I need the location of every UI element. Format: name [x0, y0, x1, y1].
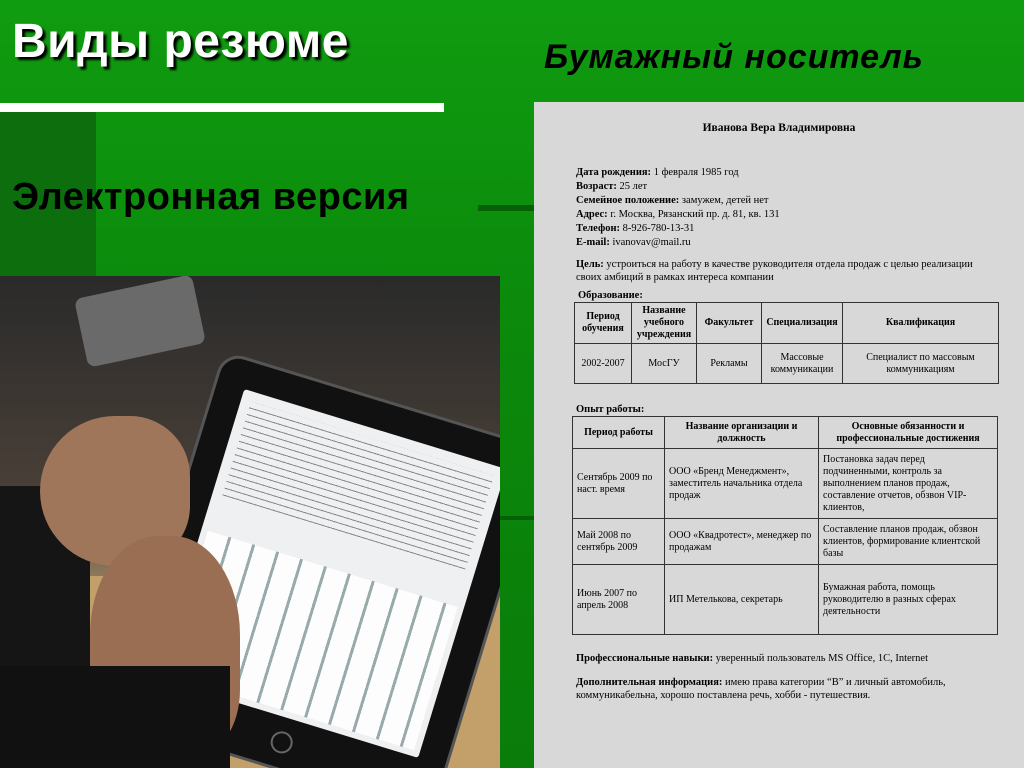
education-heading: Образование:	[578, 290, 643, 301]
table-cell: Рекламы	[697, 344, 762, 384]
table-cell: Июнь 2007 по апрель 2008	[573, 565, 665, 635]
info-row: Адрес: г. Москва, Рязанский пр. д. 81, кв. 131	[576, 209, 780, 220]
screen-text-lines	[222, 402, 494, 572]
extra-info: Дополнительная информация: имею права категории “В” и личный автомобиль, коммуникабельна, хорошо поставлена речь, хобби - путешествия.	[576, 677, 946, 701]
table-cell: ООО «Бренд Менеджмент», заместитель начальника отдела продаж	[665, 449, 819, 519]
table-header: Название организации и должность	[665, 417, 819, 449]
table-header: Период обучения	[575, 303, 632, 344]
table-cell: Специалист по массовым коммуникациям	[843, 344, 999, 384]
divider-line	[478, 205, 534, 211]
title-underline	[0, 103, 444, 112]
table-header-row	[573, 417, 998, 449]
table-row	[573, 565, 998, 635]
table-header: Название учебного учреждения	[632, 303, 697, 344]
table-header: Период работы	[573, 417, 665, 449]
sleeve	[0, 666, 230, 768]
info-row: E-mail: ivanovav@mail.ru	[576, 237, 691, 248]
experience-table	[572, 416, 998, 635]
table-cell: ООО «Квадротест», менеджер по продажам	[665, 519, 819, 565]
home-button	[268, 729, 295, 756]
info-row: Дата рождения: 1 февраля 1985 год	[576, 167, 739, 178]
table-row	[573, 449, 998, 519]
tablet-photo	[0, 276, 500, 768]
slide-title: Виды резюме	[12, 15, 349, 68]
resume-name: Иванова Вера Владимировна	[702, 122, 856, 134]
experience-heading: Опыт работы:	[576, 404, 645, 415]
table-cell: Сентябрь 2009 по наст. время	[573, 449, 665, 519]
table-cell: 2002-2007	[575, 344, 632, 384]
table-row	[575, 344, 999, 384]
table-header-row	[575, 303, 999, 344]
table-cell: Составление планов продаж, обзвон клиентов, формирование клиентской базы	[819, 519, 998, 565]
table-header: Квалификация	[843, 303, 999, 344]
table-cell: ИП Метелькова, секретарь	[665, 565, 819, 635]
skills: Профессиональные навыки: уверенный пользователь MS Office, 1C, Internet	[576, 653, 928, 664]
paper-resume	[534, 102, 1024, 768]
table-header: Специализация	[762, 303, 843, 344]
paper-label: Бумажный носитель	[544, 38, 924, 76]
table-cell: Май 2008 по сентябрь 2009	[573, 519, 665, 565]
info-row: Возраст: 25 лет	[576, 181, 648, 192]
background-device	[74, 276, 206, 368]
table-header: Факультет	[697, 303, 762, 344]
info-row: Телефон: 8-926-780-13-31	[576, 223, 695, 234]
table-cell: Постановка задач перед подчиненными, контроль за выполнением планов продаж, составление отчетов, обзвон VIP-клиентов,	[819, 449, 998, 519]
education-table	[574, 302, 999, 384]
table-cell: Бумажная работа, помощь руководителю в разных сферах деятельности	[819, 565, 998, 635]
table-cell: МосГУ	[632, 344, 697, 384]
electronic-label: Электронная версия	[12, 176, 410, 218]
table-header: Основные обязанности и профессиональные достижения	[819, 417, 998, 449]
table-row	[573, 519, 998, 565]
personal-info	[576, 166, 780, 250]
info-row: Семейное положение: замужем, детей нет	[576, 195, 769, 206]
goal: Цель: устроиться на работу в качестве руководителя отдела продаж с целью реализации своих амбиций в рамках интереса компании	[576, 259, 973, 283]
divider-line	[500, 516, 534, 520]
table-cell: Массовые коммуникации	[762, 344, 843, 384]
